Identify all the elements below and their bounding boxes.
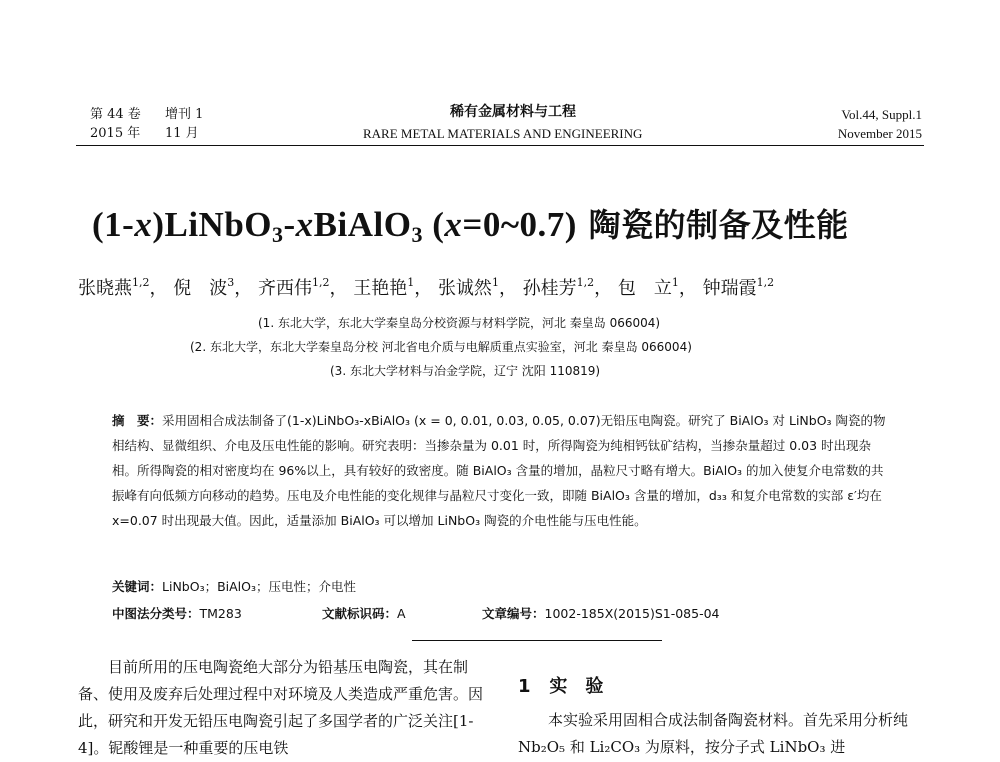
author: 倪 波$^3$ bbox=[173, 276, 235, 299]
abstract bbox=[112, 408, 888, 533]
intro-paragraph: 目前所用的压电陶瓷绝大部分为铅基压电陶瓷，其在制备、使用及废弃后处理过程中对环境及人类造成严重危害。因此，研究和开发无铅压电陶瓷引起了多国学者的广泛关注[1-4]。铌酸锂是一种重要的压电铁 bbox=[78, 658, 484, 757]
section-heading: 1 实 验 bbox=[518, 676, 604, 697]
author: 张诚然$^1$ bbox=[437, 276, 499, 299]
month-label: 11 月 bbox=[165, 126, 199, 141]
document-code: 文献标识码：A bbox=[322, 606, 406, 621]
author: 张晓燕$^{1,2}$ bbox=[78, 276, 150, 299]
author-list: 张晓燕$^{1,2}$， 倪 波$^3$， 齐西伟$^{1,2}$， 王艳艳$^1$， 张诚然$^1$， 孙桂芳$^{1,2}$， 包 立$^1$， 钟瑞霞$^{1,2}$ bbox=[78, 276, 775, 299]
supplement-label: 增刊 1 bbox=[165, 107, 204, 122]
date-en: November 2015 bbox=[837, 126, 922, 141]
paper-title: (1-x)LiNbO$_3$-xBiAlO$_3$ (x=0~0.7) 陶瓷的制备及性能 bbox=[92, 205, 849, 247]
volume-label: 第 44 卷 bbox=[90, 107, 141, 122]
author: 孙桂芳$^{1,2}$ bbox=[522, 276, 595, 299]
volume-en: Vol.44, Suppl.1 bbox=[841, 107, 922, 122]
keywords-label: 关键词： bbox=[112, 579, 163, 594]
affiliation-2: (2. 东北大学，东北大学秦皇岛分校 河北省电介质与电解质重点实验室，河北 秦皇岛 066004) bbox=[190, 340, 692, 354]
clc-number: 中图法分类号：TM283 bbox=[112, 606, 242, 621]
author: 齐西伟$^{1,2}$ bbox=[257, 276, 330, 299]
affiliation-1: (1. 东北大学，东北大学秦皇岛分校资源与材料学院，河北 秦皇岛 066004) bbox=[258, 316, 661, 330]
year-label: 2015 年 bbox=[90, 126, 141, 141]
experiment-paragraph: 本实验采用固相合成法制备陶瓷材料。首先采用分析纯 Nb₂O₅ 和 Li₂CO₃ 为原料，按分子式 LiNbO₃ 进 bbox=[518, 711, 909, 756]
keywords bbox=[112, 574, 356, 599]
keywords-text: LiNbO₃；BiAlO₃；压电性；介电性 bbox=[162, 579, 357, 594]
abstract-text: 采用固相合成法制备了(1-x)LiNbO₃-xBiAlO₃ (x = 0, 0.01, 0.03, 0.05, 0.07)无铅压电陶瓷。研究了 BiAlO₃ 对 LiNbO₃ 陶瓷的物相结构、显微组织、介电及压电性能的影响。研究表明：当掺杂量为 0.01 时，所得陶瓷为纯相钙钛矿结构，当掺杂量超过 0.03 时出现杂相。所得陶瓷的相对密度均在 96%以上，具有较好的致密度。随 BiAlO₃ 含量的增加，晶粒尺寸略有增大。BiAlO₃ 的加入使复介电常数的共振峰有向低频方向移动的趋势。压电及介电性能的变化规律与晶粒尺寸变化一致，即随 BiAlO₃ 含量的增加，d₃₃ 和复介电常数的实部 ε′均在 x=0.07 时出现最大值。因此，适量添加 BiAlO₃ 可以增加 LiNbO₃ 陶瓷的介电性能与压电性能。 bbox=[112, 413, 886, 528]
author: 包 立$^1$ bbox=[617, 276, 679, 299]
abstract-label: 摘 要： bbox=[112, 413, 163, 428]
affiliation-3: (3. 东北大学材料与冶金学院，辽宁 沈阳 110819) bbox=[330, 364, 601, 378]
header-rule bbox=[76, 145, 924, 146]
journal-title-cn: 稀有金属材料与工程 bbox=[450, 104, 576, 120]
author: 钟瑞霞$^{1,2}$ bbox=[702, 276, 775, 299]
article-number: 文章编号：1002-185X(2015)S1-085-04 bbox=[482, 606, 720, 621]
author: 王艳艳$^1$ bbox=[353, 276, 415, 299]
abstract-divider bbox=[412, 640, 662, 641]
journal-title-en: RARE METAL MATERIALS AND ENGINEERING bbox=[363, 126, 643, 141]
